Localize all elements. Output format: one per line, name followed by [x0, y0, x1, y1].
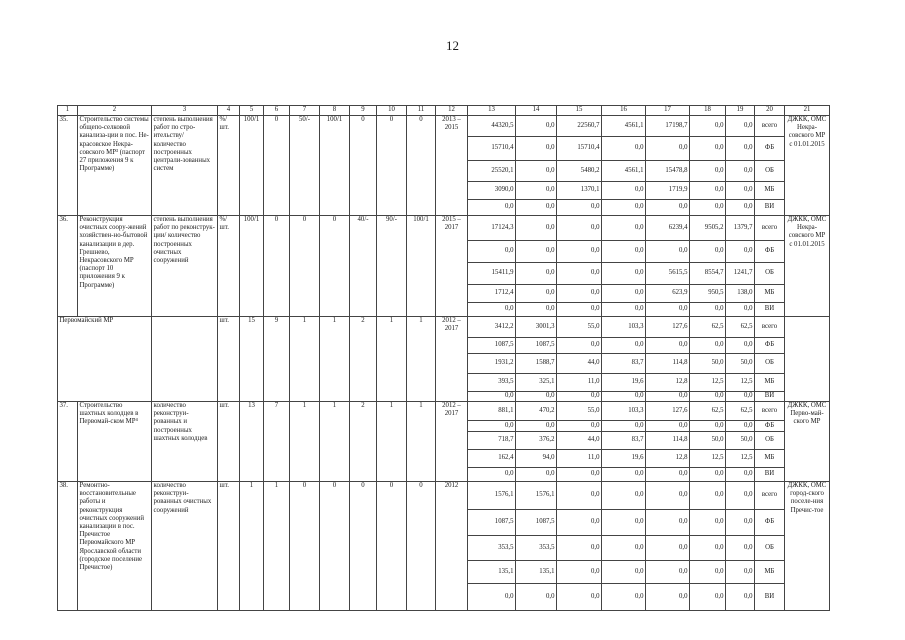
funding-value: 0,0: [557, 241, 602, 263]
funding-value: 0,0: [690, 161, 726, 182]
funding-source-ob: ОБ: [755, 161, 785, 182]
funding-value: 0,0: [646, 421, 690, 432]
funding-value: 0,0: [726, 116, 755, 137]
funding-value: 0,0: [468, 303, 516, 317]
row-number: 35.: [58, 116, 78, 216]
funding-value: 0,0: [516, 137, 557, 161]
funding-value: 135,1: [468, 561, 516, 584]
funding-value: 0,0: [646, 584, 690, 611]
target-c7: 1: [290, 402, 320, 482]
unit: шт.: [218, 482, 240, 611]
column-number-6: 6: [264, 106, 290, 116]
funding-value: 9505,2: [690, 216, 726, 241]
target-c8: 1: [320, 402, 350, 482]
funding-value: 353,5: [468, 536, 516, 561]
executor: ДЖКК, ОМС город-ского поселе-ния Пречис-тое: [785, 482, 830, 611]
funding-source-mb: МБ: [755, 285, 785, 303]
funding-value: 1588,7: [516, 354, 557, 374]
funding-value: 0,0: [726, 561, 755, 584]
funding-source-ob: ОБ: [755, 263, 785, 285]
funding-value: 1931,2: [468, 354, 516, 374]
funding-value: 44320,5: [468, 116, 516, 137]
column-number-11: 11: [407, 106, 436, 116]
period: 2012: [436, 482, 468, 611]
funding-value: 0,0: [557, 584, 602, 611]
target-c5: 15: [240, 317, 264, 402]
funding-source-ob: ОБ: [755, 536, 785, 561]
funding-value: 44,0: [557, 354, 602, 374]
funding-value: 0,0: [646, 338, 690, 354]
funding-value: 623,9: [646, 285, 690, 303]
funding-value: 62,5: [726, 402, 755, 421]
indicator: [152, 317, 218, 402]
funding-value: 0,0: [690, 536, 726, 561]
target-c5: 1: [240, 482, 264, 611]
funding-source-fb: ФБ: [755, 241, 785, 263]
funding-source-fb: ФБ: [755, 137, 785, 161]
funding-value: 0,0: [602, 482, 646, 510]
funding-value: 0,0: [602, 263, 646, 285]
funding-source-mb: МБ: [755, 561, 785, 584]
target-c10: 1: [377, 317, 407, 402]
funding-value: 0,0: [726, 182, 755, 200]
funding-value: 0,0: [726, 241, 755, 263]
table-row: [58, 402, 830, 421]
executor: ДЖКК, ОМС Некра-совского МР с 01.01.2015: [785, 216, 830, 317]
funding-value: 0,0: [557, 561, 602, 584]
funding-value: 0,0: [726, 392, 755, 402]
funding-source-vi: ВИ: [755, 584, 785, 611]
funding-value: 3090,0: [468, 182, 516, 200]
funding-value: 0,0: [602, 241, 646, 263]
funding-value: 0,0: [557, 285, 602, 303]
target-c8: 100/1: [320, 116, 350, 216]
indicator: степень выполнения работ по реконструк-ции/ количество построенных очистных сооружений: [152, 216, 218, 317]
funding-value: 19,6: [602, 450, 646, 468]
funding-value: 162,4: [468, 450, 516, 468]
executor: ДЖКК, ОМС Некра-совского МР с 01.01.2015: [785, 116, 830, 216]
target-c6: 9: [264, 317, 290, 402]
funding-value: 0,0: [557, 510, 602, 536]
funding-value: 376,2: [516, 432, 557, 450]
funding-value: 0,0: [557, 303, 602, 317]
column-number-1: 1: [58, 106, 78, 116]
funding-value: 1379,7: [726, 216, 755, 241]
target-c7: 1: [290, 317, 320, 402]
activity-name: Первомайский МР: [58, 317, 152, 402]
funding-value: 50,0: [690, 354, 726, 374]
funding-source-fb: ФБ: [755, 338, 785, 354]
funding-value: 15478,8: [646, 161, 690, 182]
target-c11: 0: [407, 116, 436, 216]
funding-value: 0,0: [646, 510, 690, 536]
funding-value: 12,8: [646, 450, 690, 468]
funding-value: 0,0: [557, 200, 602, 216]
activity-name: Строительство системы общепо-селковой канализа-ции в пос. Не-красовское Некра-совского МР³ (паспорт 27 приложения 9 к Программе): [78, 116, 152, 216]
activity-name: Ремонтно-восстановительные работы и реконструкция очистных сооружений канализации в пос. Пречистое Первомайского МР Ярославской области (городское поселение Пречистое): [78, 482, 152, 611]
funding-source-vi: ВИ: [755, 200, 785, 216]
table-row: [58, 116, 830, 137]
funding-value: 114,8: [646, 354, 690, 374]
funding-value: 15411,9: [468, 263, 516, 285]
funding-value: 135,1: [516, 561, 557, 584]
funding-value: 0,0: [468, 392, 516, 402]
funding-value: 0,0: [726, 584, 755, 611]
funding-value: 1712,4: [468, 285, 516, 303]
funding-value: 0,0: [468, 584, 516, 611]
column-number-9: 9: [350, 106, 377, 116]
funding-value: 0,0: [646, 200, 690, 216]
funding-value: 0,0: [516, 116, 557, 137]
funding-source-total: всего: [755, 482, 785, 510]
row-number: 36.: [58, 216, 78, 317]
target-c6: 0: [264, 216, 290, 317]
target-c9: 40/-: [350, 216, 377, 317]
funding-value: 0,0: [646, 468, 690, 482]
funding-value: 3412,2: [468, 317, 516, 338]
target-c6: 0: [264, 116, 290, 216]
funding-value: 127,6: [646, 317, 690, 338]
funding-value: 1370,1: [557, 182, 602, 200]
column-number-21: 21: [785, 106, 830, 116]
funding-value: 12,5: [690, 374, 726, 392]
funding-value: 8554,7: [690, 263, 726, 285]
funding-value: 0,0: [646, 536, 690, 561]
column-number-3: 3: [152, 106, 218, 116]
funding-value: 0,0: [516, 241, 557, 263]
funding-value: 0,0: [690, 482, 726, 510]
target-c6: 7: [264, 402, 290, 482]
funding-value: 0,0: [690, 303, 726, 317]
funding-source-ob: ОБ: [755, 354, 785, 374]
funding-source-ob: ОБ: [755, 432, 785, 450]
period: 2012 – 2017: [436, 317, 468, 402]
activity-name: Реконструкция очистных соору-жений хозяйствен-но-бытовой канализации в дер. Грешнево, Некрасовского МР (паспорт 10 приложения 9 к Программе): [78, 216, 152, 317]
funding-value: 4561,1: [602, 161, 646, 182]
funding-value: 17198,7: [646, 116, 690, 137]
funding-value: 0,0: [602, 468, 646, 482]
funding-value: 1087,5: [516, 338, 557, 354]
funding-value: 0,0: [726, 468, 755, 482]
funding-value: 0,0: [690, 392, 726, 402]
funding-value: 0,0: [557, 263, 602, 285]
funding-value: 3001,3: [516, 317, 557, 338]
column-number-20: 20: [755, 106, 785, 116]
period: 2015 – 2017: [436, 216, 468, 317]
funding-source-vi: ВИ: [755, 303, 785, 317]
funding-value: 103,3: [602, 317, 646, 338]
target-c9: 0: [350, 482, 377, 611]
executor: [785, 317, 830, 402]
column-number-10: 10: [377, 106, 407, 116]
target-c10: 0: [377, 116, 407, 216]
target-c11: 0: [407, 482, 436, 611]
funding-value: 22560,7: [557, 116, 602, 137]
target-c10: 1: [377, 402, 407, 482]
funding-value: 0,0: [690, 200, 726, 216]
funding-value: 0,0: [726, 137, 755, 161]
funding-value: 0,0: [516, 263, 557, 285]
table-row: [58, 317, 830, 338]
funding-value: 0,0: [516, 182, 557, 200]
funding-value: 0,0: [557, 482, 602, 510]
funding-value: 393,5: [468, 374, 516, 392]
funding-source-total: всего: [755, 402, 785, 421]
indicator: степень выполнения работ по стро-ительству/ количество построенных централи-зованных систем: [152, 116, 218, 216]
target-c10: 0: [377, 482, 407, 611]
funding-value: 0,0: [557, 392, 602, 402]
funding-value: 718,7: [468, 432, 516, 450]
funding-value: 1087,5: [468, 338, 516, 354]
funding-value: 50,0: [726, 354, 755, 374]
funding-value: 1087,5: [516, 510, 557, 536]
funding-value: 0,0: [690, 421, 726, 432]
funding-value: 12,5: [726, 374, 755, 392]
funding-value: 0,0: [516, 421, 557, 432]
funding-value: 62,5: [690, 402, 726, 421]
funding-value: 6239,4: [646, 216, 690, 241]
funding-value: 12,8: [646, 374, 690, 392]
funding-value: 1576,1: [468, 482, 516, 510]
funding-value: 25520,1: [468, 161, 516, 182]
period: 2012 – 2017: [436, 402, 468, 482]
funding-value: 950,5: [690, 285, 726, 303]
target-c8: 0: [320, 482, 350, 611]
funding-value: 0,0: [602, 216, 646, 241]
funding-source-mb: МБ: [755, 450, 785, 468]
target-c10: 90/-: [377, 216, 407, 317]
funding-value: 0,0: [602, 200, 646, 216]
funding-source-total: всего: [755, 216, 785, 241]
funding-value: 94,0: [516, 450, 557, 468]
funding-value: 0,0: [516, 303, 557, 317]
target-c11: 1: [407, 402, 436, 482]
funding-value: 0,0: [516, 584, 557, 611]
funding-value: 0,0: [557, 468, 602, 482]
funding-value: 55,0: [557, 402, 602, 421]
target-c9: 2: [350, 317, 377, 402]
funding-value: 0,0: [690, 468, 726, 482]
funding-value: 881,1: [468, 402, 516, 421]
funding-value: 0,0: [726, 303, 755, 317]
funding-value: 11,0: [557, 374, 602, 392]
funding-value: 0,0: [516, 161, 557, 182]
funding-value: 0,0: [690, 137, 726, 161]
funding-value: 0,0: [557, 216, 602, 241]
funding-value: 0,0: [516, 392, 557, 402]
target-c7: 0: [290, 216, 320, 317]
funding-value: 50,0: [726, 432, 755, 450]
funding-value: 0,0: [646, 241, 690, 263]
funding-value: 0,0: [602, 303, 646, 317]
funding-value: 0,0: [602, 536, 646, 561]
target-c5: 13: [240, 402, 264, 482]
funding-value: 0,0: [602, 182, 646, 200]
funding-value: 0,0: [690, 182, 726, 200]
target-c11: 100/1: [407, 216, 436, 317]
funding-value: 470,2: [516, 402, 557, 421]
funding-value: 12,5: [726, 450, 755, 468]
funding-value: 0,0: [516, 200, 557, 216]
funding-source-vi: ВИ: [755, 392, 785, 402]
activity-name: Строительство шахтных колодцев в Первомай-ском МР⁴: [78, 402, 152, 482]
funding-value: 0,0: [516, 285, 557, 303]
unit: %/ шт.: [218, 216, 240, 317]
unit: шт.: [218, 402, 240, 482]
funding-value: 1241,7: [726, 263, 755, 285]
column-number-17: 17: [646, 106, 690, 116]
funding-value: 11,0: [557, 450, 602, 468]
target-c8: 1: [320, 317, 350, 402]
target-c8: 0: [320, 216, 350, 317]
funding-value: 0,0: [602, 561, 646, 584]
column-number-2: 2: [78, 106, 152, 116]
funding-value: 5480,2: [557, 161, 602, 182]
funding-value: 0,0: [726, 200, 755, 216]
funding-value: 5615,5: [646, 263, 690, 285]
column-number-19: 19: [726, 106, 755, 116]
target-c5: 100/1: [240, 216, 264, 317]
column-number-15: 15: [557, 106, 602, 116]
column-number-18: 18: [690, 106, 726, 116]
funding-value: 1576,1: [516, 482, 557, 510]
funding-source-total: всего: [755, 317, 785, 338]
target-c7: 0: [290, 482, 320, 611]
funding-source-vi: ВИ: [755, 468, 785, 482]
indicator: количество реконструи-рованных и построенных шахтных колодцев: [152, 402, 218, 482]
funding-value: 62,5: [690, 317, 726, 338]
funding-value: 0,0: [646, 561, 690, 584]
funding-value: 0,0: [646, 303, 690, 317]
target-c5: 100/1: [240, 116, 264, 216]
unit: шт.: [218, 317, 240, 402]
funding-value: 0,0: [646, 392, 690, 402]
funding-value: 4561,1: [602, 116, 646, 137]
funding-value: 83,7: [602, 354, 646, 374]
funding-value: 15710,4: [557, 137, 602, 161]
funding-value: 12,5: [690, 450, 726, 468]
executor: ДЖКК, ОМС Перво-май-ского МР: [785, 402, 830, 482]
funding-value: 0,0: [557, 536, 602, 561]
funding-value: 0,0: [690, 561, 726, 584]
funding-value: 0,0: [690, 241, 726, 263]
column-number-4: 4: [218, 106, 240, 116]
column-number-13: 13: [468, 106, 516, 116]
funding-value: 0,0: [602, 285, 646, 303]
funding-value: 127,6: [646, 402, 690, 421]
funding-value: 50,0: [690, 432, 726, 450]
funding-value: 0,0: [602, 392, 646, 402]
target-c6: 1: [264, 482, 290, 611]
funding-value: 44,0: [557, 432, 602, 450]
funding-value: 0,0: [726, 161, 755, 182]
column-number-12: 12: [436, 106, 468, 116]
column-number-5: 5: [240, 106, 264, 116]
period: 2013 – 2015: [436, 116, 468, 216]
row-number: 38.: [58, 482, 78, 611]
funding-value: 15710,4: [468, 137, 516, 161]
funding-value: 0,0: [602, 338, 646, 354]
table-row: [58, 482, 830, 510]
program-table: [57, 105, 830, 611]
funding-value: 0,0: [602, 421, 646, 432]
funding-value: 1719,9: [646, 182, 690, 200]
column-number-8: 8: [320, 106, 350, 116]
funding-value: 0,0: [602, 584, 646, 611]
unit: %/ шт.: [218, 116, 240, 216]
funding-value: 83,7: [602, 432, 646, 450]
funding-value: 0,0: [516, 216, 557, 241]
target-c9: 0: [350, 116, 377, 216]
funding-value: 0,0: [726, 482, 755, 510]
funding-value: 0,0: [646, 137, 690, 161]
funding-value: 0,0: [726, 536, 755, 561]
funding-value: 0,0: [557, 421, 602, 432]
funding-value: 325,1: [516, 374, 557, 392]
funding-value: 0,0: [646, 482, 690, 510]
target-c9: 2: [350, 402, 377, 482]
target-c11: 1: [407, 317, 436, 402]
funding-value: 55,0: [557, 317, 602, 338]
funding-value: 19,6: [602, 374, 646, 392]
funding-source-mb: МБ: [755, 182, 785, 200]
funding-value: 62,5: [726, 317, 755, 338]
target-c7: 50/-: [290, 116, 320, 216]
funding-value: 0,0: [468, 200, 516, 216]
funding-value: 0,0: [468, 468, 516, 482]
funding-value: 0,0: [726, 338, 755, 354]
funding-value: 0,0: [557, 338, 602, 354]
funding-value: 103,3: [602, 402, 646, 421]
funding-value: 0,0: [690, 338, 726, 354]
funding-value: 0,0: [468, 421, 516, 432]
funding-value: 1087,5: [468, 510, 516, 536]
header-row: [58, 106, 830, 116]
page-number: 12: [446, 38, 459, 53]
funding-value: 0,0: [602, 137, 646, 161]
funding-value: 0,0: [690, 116, 726, 137]
funding-value: 114,8: [646, 432, 690, 450]
row-number: 37.: [58, 402, 78, 482]
funding-value: 138,0: [726, 285, 755, 303]
funding-value: 0,0: [602, 510, 646, 536]
funding-source-fb: ФБ: [755, 510, 785, 536]
funding-source-mb: МБ: [755, 374, 785, 392]
funding-value: 353,5: [516, 536, 557, 561]
table-row: [58, 216, 830, 241]
funding-value: 0,0: [516, 468, 557, 482]
funding-value: 0,0: [690, 584, 726, 611]
funding-value: 17124,3: [468, 216, 516, 241]
funding-value: 0,0: [726, 421, 755, 432]
column-number-7: 7: [290, 106, 320, 116]
funding-value: 0,0: [468, 241, 516, 263]
indicator: количество реконструи-рованных очистных сооружений: [152, 482, 218, 611]
funding-source-total: всего: [755, 116, 785, 137]
funding-value: 0,0: [726, 510, 755, 536]
column-number-16: 16: [602, 106, 646, 116]
funding-value: 0,0: [690, 510, 726, 536]
column-number-14: 14: [516, 106, 557, 116]
funding-source-fb: ФБ: [755, 421, 785, 432]
